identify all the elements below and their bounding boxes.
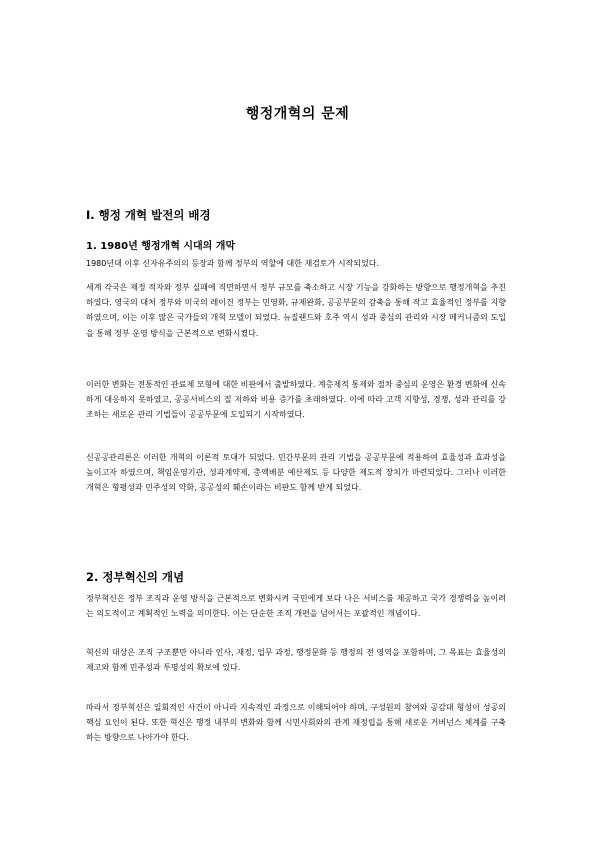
section-1-paragraph-2: 이러한 변화는 전통적인 관료제 모형에 대한 비판에서 출발하였다. 계층제적 통제와 절차 중심의 운영은 환경 변화에 신속하게 대응하지 못하였고, 공공서비스의 질 저하와 비용 증가를 초래하였다. 이에 따라 고객 지향성, 경쟁, 성과 관리를 강조하는 새로운 관리 기법들이 공공부문에 도입되기 시작하였다.	[86, 380, 506, 420]
section-1-paragraph-3: 신공공관리론은 이러한 개혁의 이론적 토대가 되었다. 민간부문의 관리 기법을 공공부문에 적용하여 효율성과 효과성을 높이고자 하였으며, 책임운영기관, 성과계약제, 총액배분 예산제도 등 다양한 제도적 장치가 마련되었다. 그러나 이러한 개혁은 형평성과 민주성의 약화, 공공성의 훼손이라는 비판도 함께 받게 되었다.	[86, 453, 506, 493]
section-2-paragraph-2: 혁신의 대상은 조직 구조뿐만 아니라 인사, 재정, 업무 과정, 행정문화 등 행정의 전 영역을 포함하며, 그 목표는 효율성의 제고와 함께 민주성과 투명성의 확보에 있다.	[86, 648, 506, 673]
section-1-subheading: 1. 1980년 행정개혁 시대의 개막	[86, 241, 236, 252]
section-1-paragraph-1: 세계 각국은 재정 적자와 정부 실패에 직면하면서 정부 규모를 축소하고 시장 기능을 강화하는 방향으로 행정개혁을 추진하였다. 영국의 대처 정부와 미국의 레이건 정부는 민영화, 규제완화, 공공부문의 감축을 통해 작고 효율적인 정부를 지향하였으며, 이는 이후 많은 국가들의 개혁 모델이 되었다. 뉴질랜드와 호주 역시 성과 중심의 관리와 시장 메커니즘의 도입을 통해 정부 운영 방식을 근본적으로 변화시켰다.	[86, 283, 506, 338]
section-2-paragraph-3: 따라서 정부혁신은 일회적인 사건이 아니라 지속적인 과정으로 이해되어야 하며, 구성원의 참여와 공감대 형성이 성공의 핵심 요인이 된다. 또한 혁신은 행정 내부의 변화와 함께 시민사회와의 관계 재정립을 통해 새로운 거버넌스 체계를 구축하는 방향으로 나아가야 한다.	[86, 703, 506, 743]
section-2-heading: 2. 정부혁신의 개념	[86, 570, 185, 584]
section-1-lead: 1980년대 이후 신자유주의의 등장과 함께 정부의 역할에 대한 재검토가 시작되었다.	[86, 259, 380, 268]
section-1-heading: Ⅰ. 행정 개혁 발전의 배경	[86, 208, 211, 222]
document-title: 행정개혁의 문제	[245, 106, 350, 122]
section-2-paragraph-1: 정부혁신은 정부 조직과 운영 방식을 근본적으로 변화시켜 국민에게 보다 나은 서비스를 제공하고 국가 경쟁력을 높이려는 의도적이고 계획적인 노력을 의미한다. 이는 단순한 조직 개편을 넘어서는 포괄적인 개념이다.	[86, 594, 506, 619]
